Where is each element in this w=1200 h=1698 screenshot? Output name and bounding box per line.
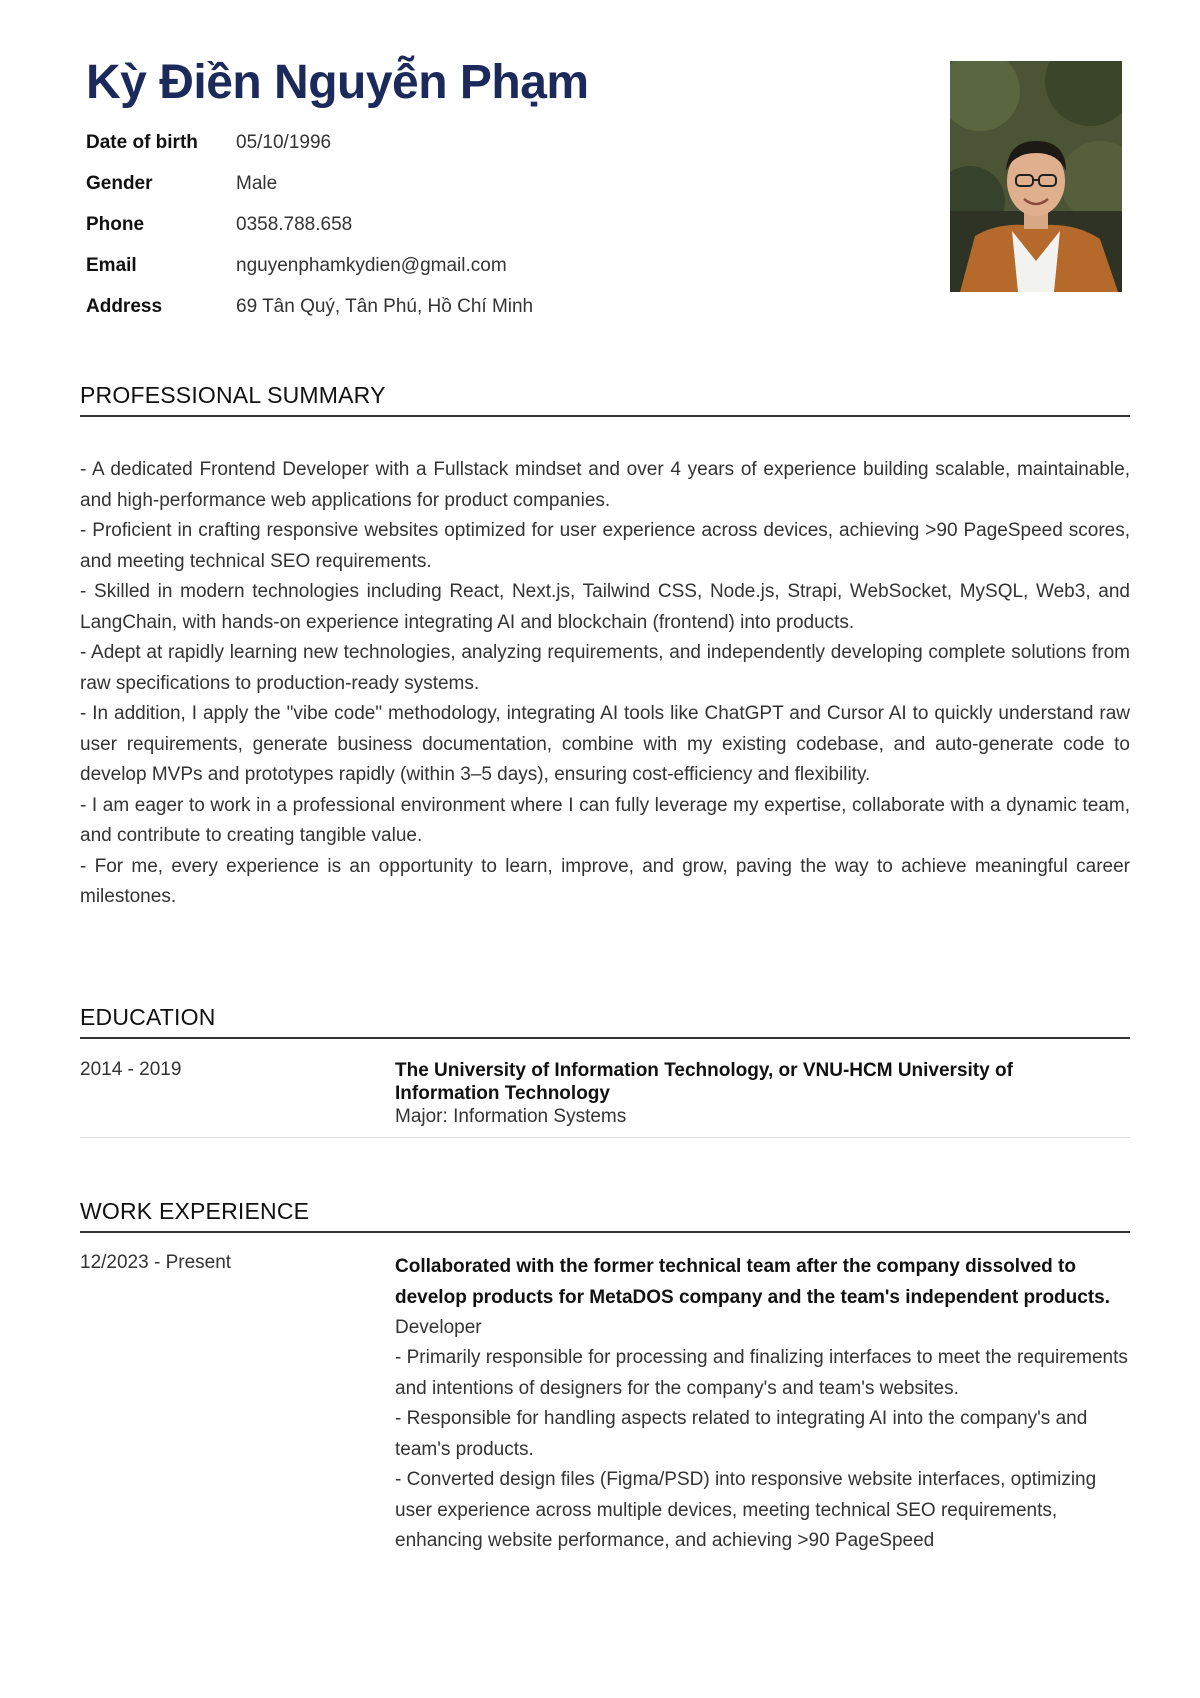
candidate-name: Kỳ Điền Nguyễn Phạm [86,56,589,109]
info-value: 05/10/1996 [236,131,332,153]
profile-photo [950,61,1122,292]
work-title: Collaborated with the former technical team after the company dissolved to develop products for MetaDOS company and the team's independent products. [395,1256,1111,1308]
section-title-work: WORK EXPERIENCE [80,1198,1130,1233]
summary-item: - In addition, I apply the "vibe code" methodology, integrating AI tools like ChatGPT and Cursor AI to quickly understand raw user requirements, generate business documentation, combine with my existing codebase, and auto-generate code to develop MVPs and prototypes rapidly (within 3–5 days), ensuring cost-efficiency and flexibility. [80,703,1130,785]
info-row-address [86,286,533,327]
personal-info [86,122,533,327]
info-row-email [86,245,533,286]
summary-item: - I am eager to work in a professional environment where I can fully leverage my expertise, collaborate with a dynamic team, and contribute to creating tangible value. [80,794,1130,846]
professional-summary [80,455,1130,913]
education-date: 2014 - 2019 [80,1059,182,1080]
info-value: nguyenphamkydien@gmail.com [236,254,507,276]
work-bullets [395,1343,1130,1557]
info-label: Address [86,295,163,317]
education-details [395,1059,1095,1129]
info-label: Email [86,254,137,276]
summary-item: - Skilled in modern technologies including React, Next.js, Tailwind CSS, Node.js, Strapi, WebSocket, MySQL, Web3, and LangChain, with hands-on experience integrating AI and blockchain (frontend) into products. [80,581,1130,633]
info-value: 69 Tân Quý, Tân Phú, Hồ Chí Minh [236,295,534,317]
work-role: Developer [395,1317,482,1338]
info-row-gender [86,163,533,204]
work-bullet: - Converted design files (Figma/PSD) into responsive website interfaces, optimizing user experience across multiple devices, meeting technical SEO requirements, enhancing website performance, and achieving >90 PageSpeed [395,1469,1097,1551]
education-major: Major: Information Systems [395,1106,627,1127]
section-title-summary: PROFESSIONAL SUMMARY [80,382,1130,417]
summary-item: - Proficient in crafting responsive websites optimized for user experience across devices, achieving >90 PageSpeed scores, and meeting technical SEO requirements. [80,520,1130,572]
info-label: Date of birth [86,131,198,153]
education-entry [80,1057,1130,1138]
info-label: Phone [86,213,145,235]
work-date: 12/2023 - Present [80,1252,232,1273]
info-value: Male [236,172,278,194]
summary-item: - A dedicated Frontend Developer with a Fullstack mindset and over 4 years of experience building scalable, maintainable, and high-performance web applications for product companies. [80,459,1130,511]
info-row-dob [86,122,533,163]
summary-item: - Adept at rapidly learning new technologies, analyzing requirements, and independently developing complete solutions from raw specifications to production-ready systems. [80,642,1130,694]
info-value: 0358.788.658 [236,213,353,235]
work-bullet: - Primarily responsible for processing and finalizing interfaces to meet the requirements and intentions of designers for the company's and team's websites. [395,1347,1128,1399]
summary-item: - For me, every experience is an opportunity to learn, improve, and grow, paving the way to achieve meaningful career milestones. [80,855,1130,907]
education-school: The University of Information Technology, or VNU-HCM University of Information Technology [395,1060,1013,1104]
profile-photo-illustration [950,61,1122,292]
work-details [395,1252,1130,1557]
section-title-education: EDUCATION [80,1004,1130,1039]
work-bullet: - Responsible for handling aspects related to integrating AI into the company's and team's products. [395,1408,1088,1460]
info-label: Gender [86,172,153,194]
info-row-phone [86,204,533,245]
